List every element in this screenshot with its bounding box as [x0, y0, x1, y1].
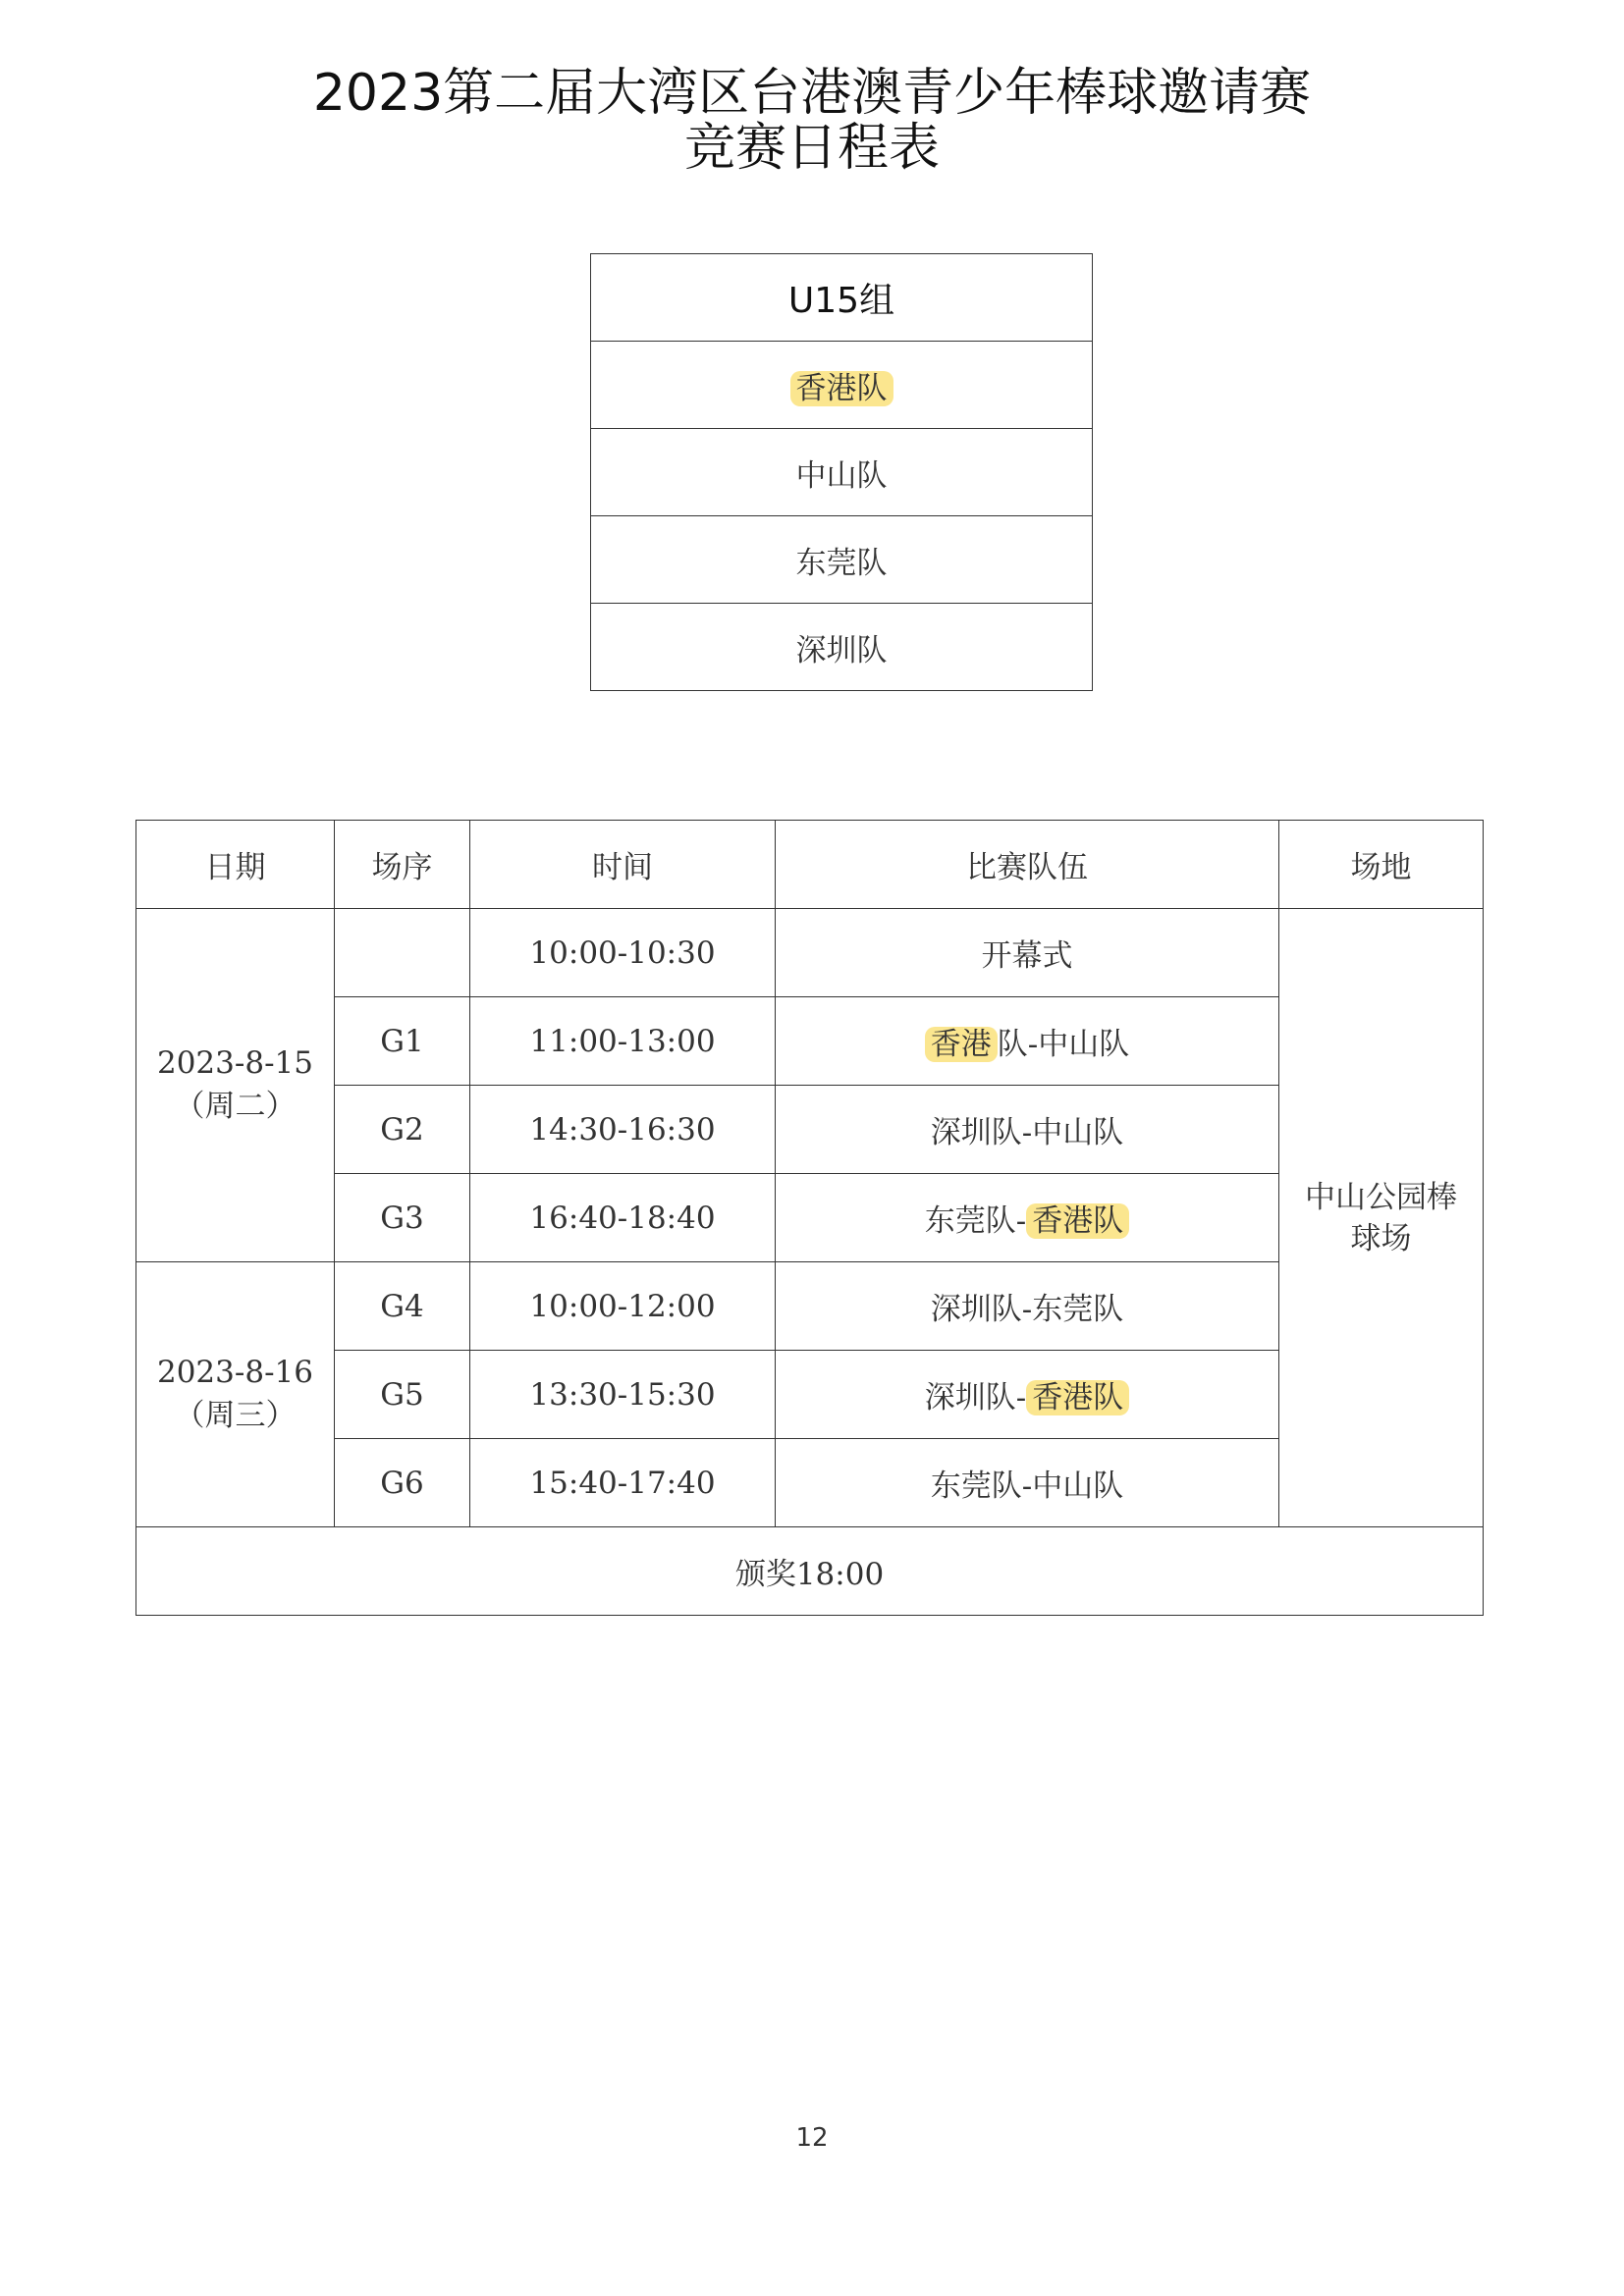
document-title: 2023第二届大湾区台港澳青少年棒球邀请赛 [312, 64, 1312, 123]
highlighted-text: 香港队 [790, 371, 893, 406]
match-cell: 东莞队-中山队 [776, 1439, 1279, 1527]
match-text: 东莞队- [924, 1203, 1027, 1239]
match-cell [776, 997, 1279, 1086]
date-text: 2023-8-15 [156, 1045, 313, 1081]
match-cell: 深圳队-中山队 [776, 1086, 1279, 1174]
match-text: 深圳队- [924, 1380, 1027, 1415]
match-cell [776, 1351, 1279, 1439]
match-cell [776, 1174, 1279, 1262]
schedule-table [135, 820, 1484, 1616]
time-cell: 10:00-10:30 [470, 909, 776, 997]
game-cell: G5 [335, 1351, 470, 1439]
header-date: 日期 [136, 821, 335, 909]
award-ceremony-cell: 颁奖18:00 [136, 1527, 1484, 1616]
date-cell [136, 1262, 335, 1527]
highlighted-text: 香港 [925, 1027, 998, 1062]
venue-text: 中山公园棒球场 [1305, 1179, 1457, 1256]
time-cell: 16:40-18:40 [470, 1174, 776, 1262]
time-cell: 10:00-12:00 [470, 1262, 776, 1351]
time-cell: 13:30-15:30 [470, 1351, 776, 1439]
time-cell: 14:30-16:30 [470, 1086, 776, 1174]
document-subtitle: 竞赛日程表 [683, 119, 940, 178]
header-time: 时间 [470, 821, 776, 909]
game-cell: G4 [335, 1262, 470, 1351]
game-cell: G6 [335, 1439, 470, 1527]
weekday-text: （周二） [174, 1089, 297, 1124]
table-row [136, 909, 1484, 997]
group-table [590, 253, 1093, 691]
highlighted-text: 香港队 [1026, 1203, 1129, 1239]
header-match: 比赛队伍 [776, 821, 1279, 909]
match-cell: 开幕式 [776, 909, 1279, 997]
team-cell: 中山队 [591, 429, 1093, 516]
table-header-row [136, 821, 1484, 909]
date-text: 2023-8-16 [156, 1355, 313, 1390]
venue-cell [1279, 909, 1484, 1527]
game-cell: G3 [335, 1174, 470, 1262]
date-cell [136, 909, 335, 1262]
team-cell: 东莞队 [591, 516, 1093, 604]
time-cell: 15:40-17:40 [470, 1439, 776, 1527]
highlighted-text: 香港队 [1026, 1380, 1129, 1415]
weekday-text: （周三） [174, 1398, 297, 1433]
team-cell [591, 342, 1093, 429]
group-header: U15组 [591, 254, 1093, 342]
team-cell: 深圳队 [591, 604, 1093, 691]
header-venue: 场地 [1279, 821, 1484, 909]
game-cell: G1 [335, 997, 470, 1086]
match-cell: 深圳队-东莞队 [776, 1262, 1279, 1351]
time-cell: 11:00-13:00 [470, 997, 776, 1086]
table-footer-row [136, 1527, 1484, 1616]
page-number: 12 [795, 2123, 829, 2153]
header-game: 场序 [335, 821, 470, 909]
game-cell [335, 909, 470, 997]
match-text: 队-中山队 [997, 1027, 1130, 1062]
game-cell: G2 [335, 1086, 470, 1174]
